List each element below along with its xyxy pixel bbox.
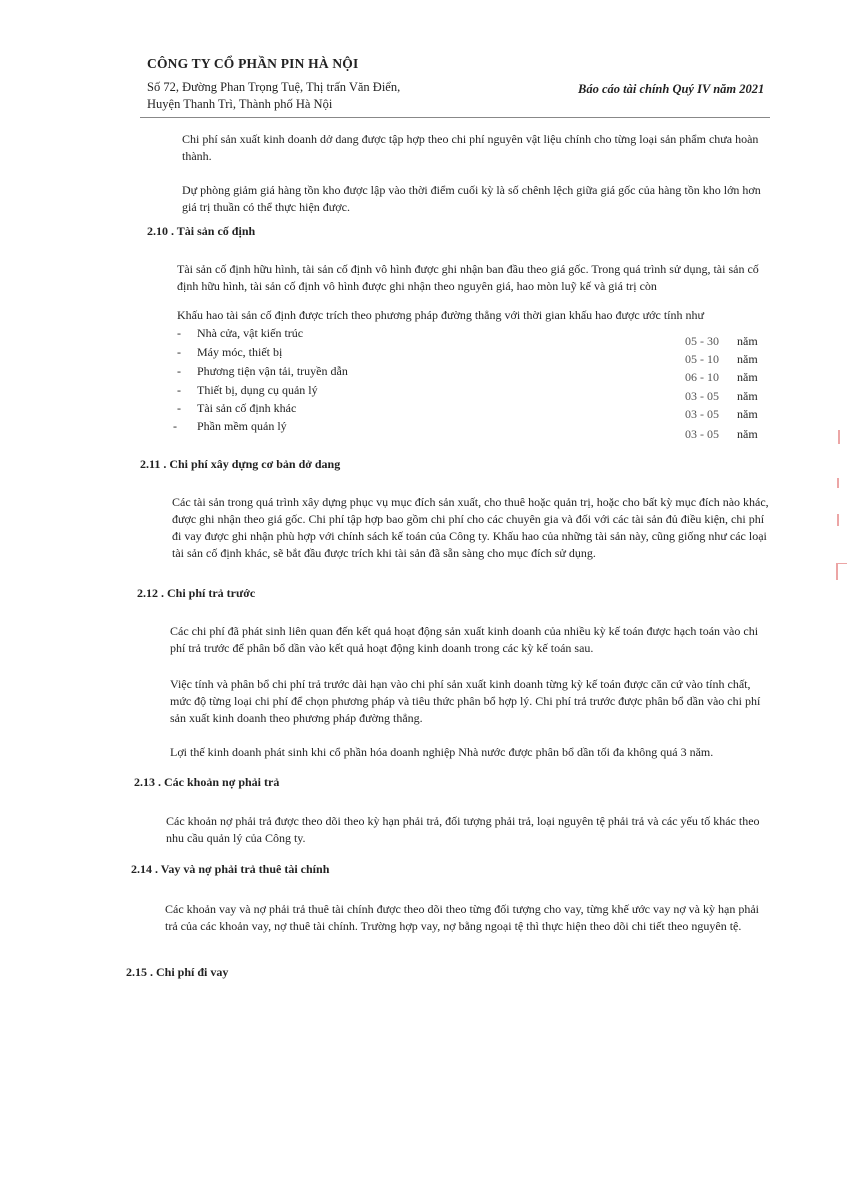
asset-type: Thiết bị, dụng cụ quản lý bbox=[197, 383, 318, 397]
section-title: Chi phí xây dựng cơ bản dở dang bbox=[169, 457, 341, 471]
section-number: 2.14 . bbox=[131, 862, 158, 876]
stamp-bleed-mark bbox=[838, 430, 848, 444]
section-2-10-heading bbox=[147, 224, 255, 239]
section-number: 2.11 . bbox=[140, 457, 167, 471]
company-address-line2: Huyện Thanh Trì, Thành phố Hà Nội bbox=[147, 97, 333, 111]
section-number: 2.10 . bbox=[147, 224, 174, 238]
list-item bbox=[173, 419, 777, 441]
section-title: Các khoản nợ phải trả bbox=[164, 775, 280, 789]
year-unit: năm bbox=[737, 334, 758, 348]
asset-type: Tài sản cố định khác bbox=[197, 401, 297, 415]
year-unit: năm bbox=[737, 389, 758, 403]
stamp-bleed-mark bbox=[836, 563, 847, 580]
list-item bbox=[177, 383, 777, 401]
company-name: CÔNG TY CỔ PHẦN PIN HÀ NỘI bbox=[147, 56, 359, 71]
bullet-dash: - bbox=[177, 345, 181, 359]
report-title: Báo cáo tài chính Quý IV năm 2021 bbox=[578, 82, 765, 96]
intro-paragraph-1: Chi phí sản xuất kinh doanh dở dang được tập hợp theo chi phí nguyên vật liệu chính cho từng loại sản phẩm chưa hoàn thành. bbox=[182, 132, 759, 163]
list-item bbox=[177, 401, 777, 419]
stamp-bleed-mark bbox=[837, 478, 847, 488]
asset-type: Phần mềm quản lý bbox=[197, 419, 287, 433]
asset-type: Nhà cửa, vật kiến trúc bbox=[197, 326, 304, 340]
section-2-13-heading bbox=[134, 775, 279, 790]
year-unit: năm bbox=[737, 427, 758, 441]
bullet-dash: - bbox=[177, 326, 181, 340]
section-2-11-heading bbox=[140, 457, 340, 472]
section-2-10-paragraph-2: Khấu hao tài sản cố định được trích theo phương pháp đường thẳng với thời gian khấu hao được ước tính như bbox=[177, 308, 705, 322]
section-number: 2.13 . bbox=[134, 775, 161, 789]
header-divider bbox=[140, 117, 770, 118]
asset-type: Phương tiện vận tải, truyền dẫn bbox=[197, 364, 348, 378]
depreciation-years: 05 - 30 bbox=[685, 334, 719, 348]
depreciation-years: 05 - 10 bbox=[685, 352, 719, 366]
section-2-12-paragraph-1: Các chi phí đã phát sinh liên quan đến kết quả hoạt động sản xuất kinh doanh của nhiều kỳ kế toán được hạch toán vào chi phí trả trước để phân bổ dần vào kết quả hoạt động kinh doanh trong các kỳ kế toán sau. bbox=[170, 624, 759, 655]
depreciation-years: 06 - 10 bbox=[685, 370, 719, 384]
list-item bbox=[177, 364, 777, 382]
bullet-dash: - bbox=[173, 419, 177, 433]
bullet-dash: - bbox=[177, 364, 181, 378]
list-item bbox=[177, 326, 777, 348]
section-title: Chi phí đi vay bbox=[156, 965, 229, 979]
section-title: Tài sản cố định bbox=[176, 224, 256, 238]
depreciation-years: 03 - 05 bbox=[685, 389, 719, 403]
section-2-12-paragraph-3: Lợi thế kinh doanh phát sinh khi cổ phần hóa doanh nghiệp Nhà nước được phân bổ dần tối đa không quá 3 năm. bbox=[170, 745, 714, 759]
section-number: 2.12 . bbox=[137, 586, 164, 600]
stamp-bleed-mark bbox=[837, 514, 847, 526]
year-unit: năm bbox=[737, 370, 758, 384]
section-2-14-heading bbox=[131, 862, 329, 877]
depreciation-years: 03 - 05 bbox=[685, 407, 719, 421]
section-2-14-paragraph-1: Các khoản vay và nợ phải trả thuê tài chính được theo dõi theo từng đối tượng cho vay, từng khế ước vay nợ và kỳ hạn phải trả của các khoản vay, nợ thuê tài chính. Trường hợp vay, nợ bằng ngoại tệ thì thực hiện theo dõi chi tiết theo nguyên tệ. bbox=[165, 902, 759, 933]
depreciation-list bbox=[173, 326, 777, 441]
section-2-12-heading bbox=[137, 586, 255, 601]
year-unit: năm bbox=[737, 407, 758, 421]
list-item bbox=[177, 345, 777, 366]
section-2-11-paragraph-1: Các tài sản trong quá trình xây dựng phục vụ mục đích sản xuất, cho thuê hoặc quản trị, hoặc cho bất kỳ mục đích nào khác, được ghi nhận theo giá gốc. Chi phí tập hợp bao gồm chi phí cho các chuyên gia và đối với các tài sản đủ điều kiện, chi phí đi vay được ghi nhận phù hợp với chính sách kế toán của Công ty. Khấu hao của những tài sản này, cũng giống như các loại tài sản cố định khác, sẽ bắt đầu được trích khi tài sản đã sẵn sàng cho mục đích sử dụng. bbox=[172, 495, 769, 560]
section-2-12-paragraph-2: Việc tính và phân bổ chi phí trả trước dài hạn vào chi phí sản xuất kinh doanh từng kỳ kế toán được căn cứ vào tính chất, mức độ từng loại chi phí để chọn phương pháp và tiêu thức phân bổ hợp lý. Chi phí trả trước được phân bổ dần vào chi phí sản xuất kinh doanh theo phương pháp đường thẳng. bbox=[170, 677, 761, 725]
section-number: 2.15 . bbox=[126, 965, 153, 979]
bullet-dash: - bbox=[177, 401, 181, 415]
section-2-10-paragraph-1: Tài sản cố định hữu hình, tài sản cố định vô hình được ghi nhận ban đầu theo giá gốc. Trong quá trình sử dụng, tài sản cố định hữu hình, tài sản cố định vô hình được ghi nhận theo nguyên giá, hao mòn luỹ kế và giá trị còn bbox=[177, 262, 759, 293]
section-title: Chi phí trả trước bbox=[167, 586, 256, 600]
section-title: Vay và nợ phải trả thuê tài chính bbox=[160, 862, 330, 876]
asset-type: Máy móc, thiết bị bbox=[197, 345, 283, 359]
intro-paragraph-2: Dự phòng giảm giá hàng tồn kho được lập vào thời điểm cuối kỳ là số chênh lệch giữa giá gốc của hàng tồn kho lớn hơn giá trị thuần có thể thực hiện được. bbox=[182, 183, 761, 214]
bullet-dash: - bbox=[177, 383, 181, 397]
year-unit: năm bbox=[737, 352, 758, 366]
section-2-15-heading bbox=[126, 965, 228, 980]
section-2-13-paragraph-1: Các khoản nợ phải trả được theo dõi theo kỳ hạn phải trả, đối tượng phải trả, loại nguyên tệ phải trả và các yếu tố khác theo nhu cầu quản lý của Công ty. bbox=[166, 814, 760, 845]
depreciation-years: 03 - 05 bbox=[685, 427, 719, 441]
company-address-line1: Số 72, Đường Phan Trọng Tuệ, Thị trấn Văn Điển, bbox=[147, 80, 401, 94]
